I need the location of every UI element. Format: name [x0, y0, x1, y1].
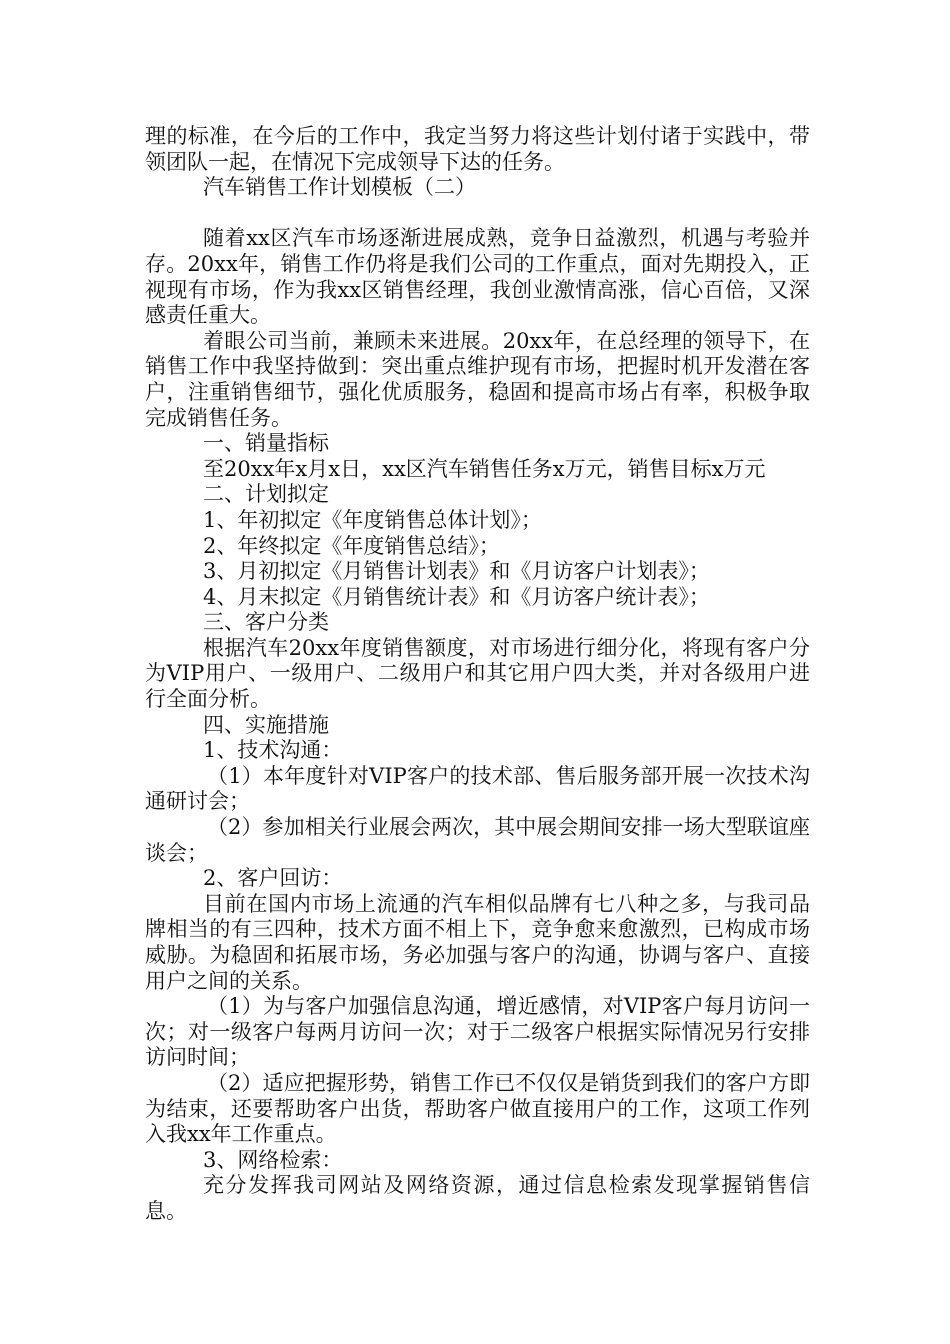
heading: 三、客户分类: [203, 610, 329, 635]
subheading: 2、客户回访：: [203, 866, 343, 891]
blank-line: [145, 201, 810, 227]
subheading: 1、技术沟通：: [203, 738, 343, 763]
paragraph: 至20xx年x月x日，xx区汽车销售任务x万元，销售目标x万元: [203, 456, 766, 481]
heading: 四、实施措施: [203, 712, 329, 737]
subheading: 3、网络检索：: [203, 1147, 343, 1172]
paragraph: 充分发挥我司网站及网络资源，通过信息检索发现掌握销售信息。: [145, 1173, 810, 1223]
list-item: （1）本年度针对VIP客户的技术部、售后服务部开展一次技术沟通研讨会；: [145, 763, 810, 814]
paragraph: 目前在国内市场上流通的汽车相似品牌有七八种之多，与我司品牌相当的有三四种，技术方面不相上下，竞争愈来愈激烈，已构成市场威胁。为稳固和拓展市场，务必加强与客户的沟通，协调与客户、直接用户之间的关系。: [145, 891, 810, 993]
list-item: （1）为与客户加强信息沟通，增近感情，对VIP客户每月访问一次；对一级客户每两月访问一次；对于二级客户根据实际情况另行安排访问时间；: [145, 994, 810, 1070]
list-item: （2）参加相关行业展会两次，其中展会期间安排一场大型联谊座谈会；: [145, 815, 810, 865]
paragraph: 着眼公司当前，兼顾未来进展。20xx年，在总经理的领导下，在销售工作中我坚持做到：突出重点维护现有市场，把握时机开发潜在客户，注重销售细节，强化优质服务，稳固和提高市场占有率，积极争取完成销售任务。: [145, 328, 810, 430]
list-item: 1、年初拟定《年度销售总体计划》；: [203, 507, 542, 532]
document-body: [145, 124, 810, 1225]
section-title: 汽车销售工作计划模板（二）: [203, 175, 476, 200]
list-item: 3、月初拟定《月销售计划表》和《月访客户计划表》；: [203, 559, 710, 584]
paragraph: 随着xx区汽车市场逐渐进展成熟，竞争日益激烈，机遇与考验并存。20xx年，销售工作仍将是我们公司的工作重点，面对先期投入，正视现有市场，作为我xx区销售经理，我创业激情高涨，信心百倍，又深感责任重大。: [145, 226, 810, 328]
heading: 一、销量指标: [203, 431, 329, 456]
list-item: （2）适应把握形势，销售工作已不仅仅是销货到我们的客户方即为结束，还要帮助客户出货，帮助客户做直接用户的工作，这项工作列入我xx年工作重点。: [145, 1070, 810, 1147]
paragraph: 理的标准，在今后的工作中，我定当努力将这些计划付诸于实践中，带领团队一起，在情况下完成领导下达的任务。: [145, 124, 810, 174]
paragraph: 根据汽车20xx年度销售额度，对市场进行细分化，将现有客户分为VIP用户、一级用户、二级用户和其它用户四大类，并对各级用户进行全面分析。: [145, 635, 810, 712]
heading: 二、计划拟定: [203, 482, 329, 507]
list-item: 4、月末拟定《月销售统计表》和《月访客户统计表》；: [203, 584, 710, 609]
list-item: 2、年终拟定《年度销售总结》；: [203, 533, 500, 558]
